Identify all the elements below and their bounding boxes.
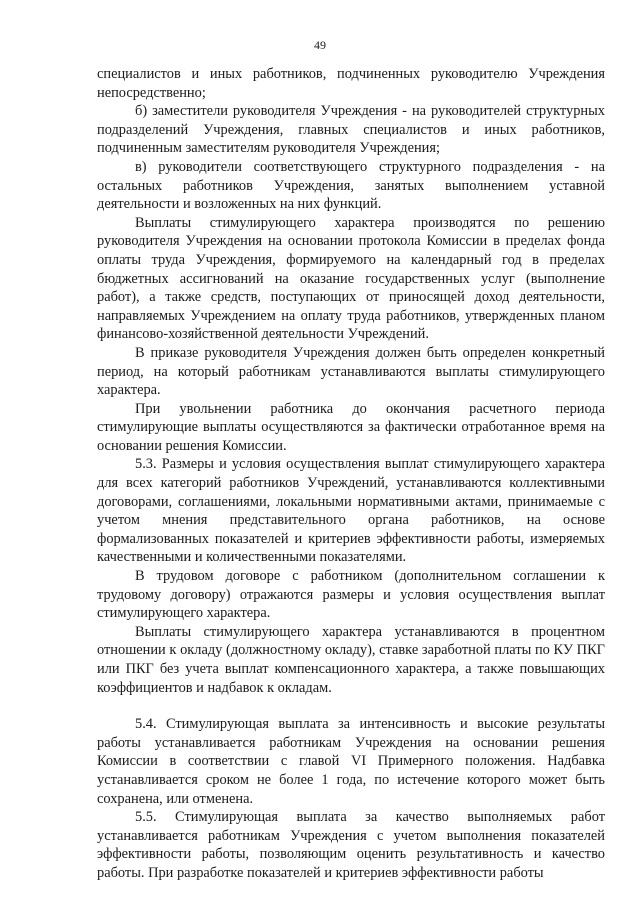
paragraph-percentage: Выплаты стимулирующего характера устанавливаются в процентном отношении к окладу (должностному окладу), ставке заработной платы по КУ ПКГ или ПКГ без учета выплат компенсационного характера, а также повышающих коэффициентов и надбавок к окладам. bbox=[97, 623, 605, 696]
paragraph-payments-procedure: Выплаты стимулирующего характера производятся по решению руководителя Учреждения на основании протокола Комиссии в пределах фонда оплаты труда Учреждения, формируемого на календарный год в пределах бюджетных ассигнований на оказание государственных услуг (выполнение работ), а также средств, поступающих от приносящей доход деятельности, направляемых Учреждением на оплату труда работников, утвержденных планом финансово-хозяйственной деятельности Учреждений. bbox=[97, 214, 605, 343]
document-body bbox=[97, 65, 605, 883]
paragraph-clause-5-5: 5.5. Стимулирующая выплата за качество выполняемых работ устанавливается работникам Учреждения с учетом выполнения показателей эффективности работы, позволяющим оценить результативность и качество работы. При разработке показателей и критериев эффективности работы bbox=[97, 809, 605, 881]
paragraph-item-v: в) руководители соответствующего структурного подразделения - на остальных работников Учреждения, занятых выполнением уставной деятельности и возложенных на них функций. bbox=[97, 158, 605, 213]
page-number: 49 bbox=[314, 38, 326, 52]
paragraph-item-b: б) заместители руководителя Учреждения - на руководителей структурных подразделений Учреждения, главных специалистов и иных работников, подчиненным заместителям руководителя Учреждения; bbox=[97, 103, 605, 157]
paragraph-continuation: специалистов и иных работников, подчиненных руководителю Учреждения непосредственно; bbox=[97, 66, 605, 101]
paragraph-gap bbox=[97, 697, 605, 715]
paragraph-clause-5-4: 5.4. Стимулирующая выплата за интенсивность и высокие результаты работы устанавливается работникам Учреждения на основании решения Комиссии в соответствии с главой VI Примерного положения. Надбавка устанавливается сроком не более 1 года, по истечение которого может быть сохранена, или отменена. bbox=[97, 716, 605, 807]
paragraph-employment-contract: В трудовом договоре с работником (дополнительном соглашении к трудовому договору) отражаются размеры и условия осуществления выплат стимулирующего характера. bbox=[97, 568, 605, 622]
paragraph-clause-5-3: 5.3. Размеры и условия осуществления выплат стимулирующего характера для всех категорий работников Учреждений, устанавливаются коллективными договорами, соглашениями, локальными нормативными актами, принимаемые с учетом мнения представительного органа работников, на основе формализованных показателей и критериев эффективности работы, измеряемых качественными и количественными показателями. bbox=[97, 456, 605, 566]
paragraph-order-period: В приказе руководителя Учреждения должен быть определен конкретный период, на который работникам устанавливаются выплаты стимулирующего характера. bbox=[97, 344, 605, 399]
paragraph-dismissal: При увольнении работника до окончания расчетного периода стимулирующие выплаты осуществляются за фактически отработанное время на основании решения Комиссии. bbox=[97, 400, 605, 454]
